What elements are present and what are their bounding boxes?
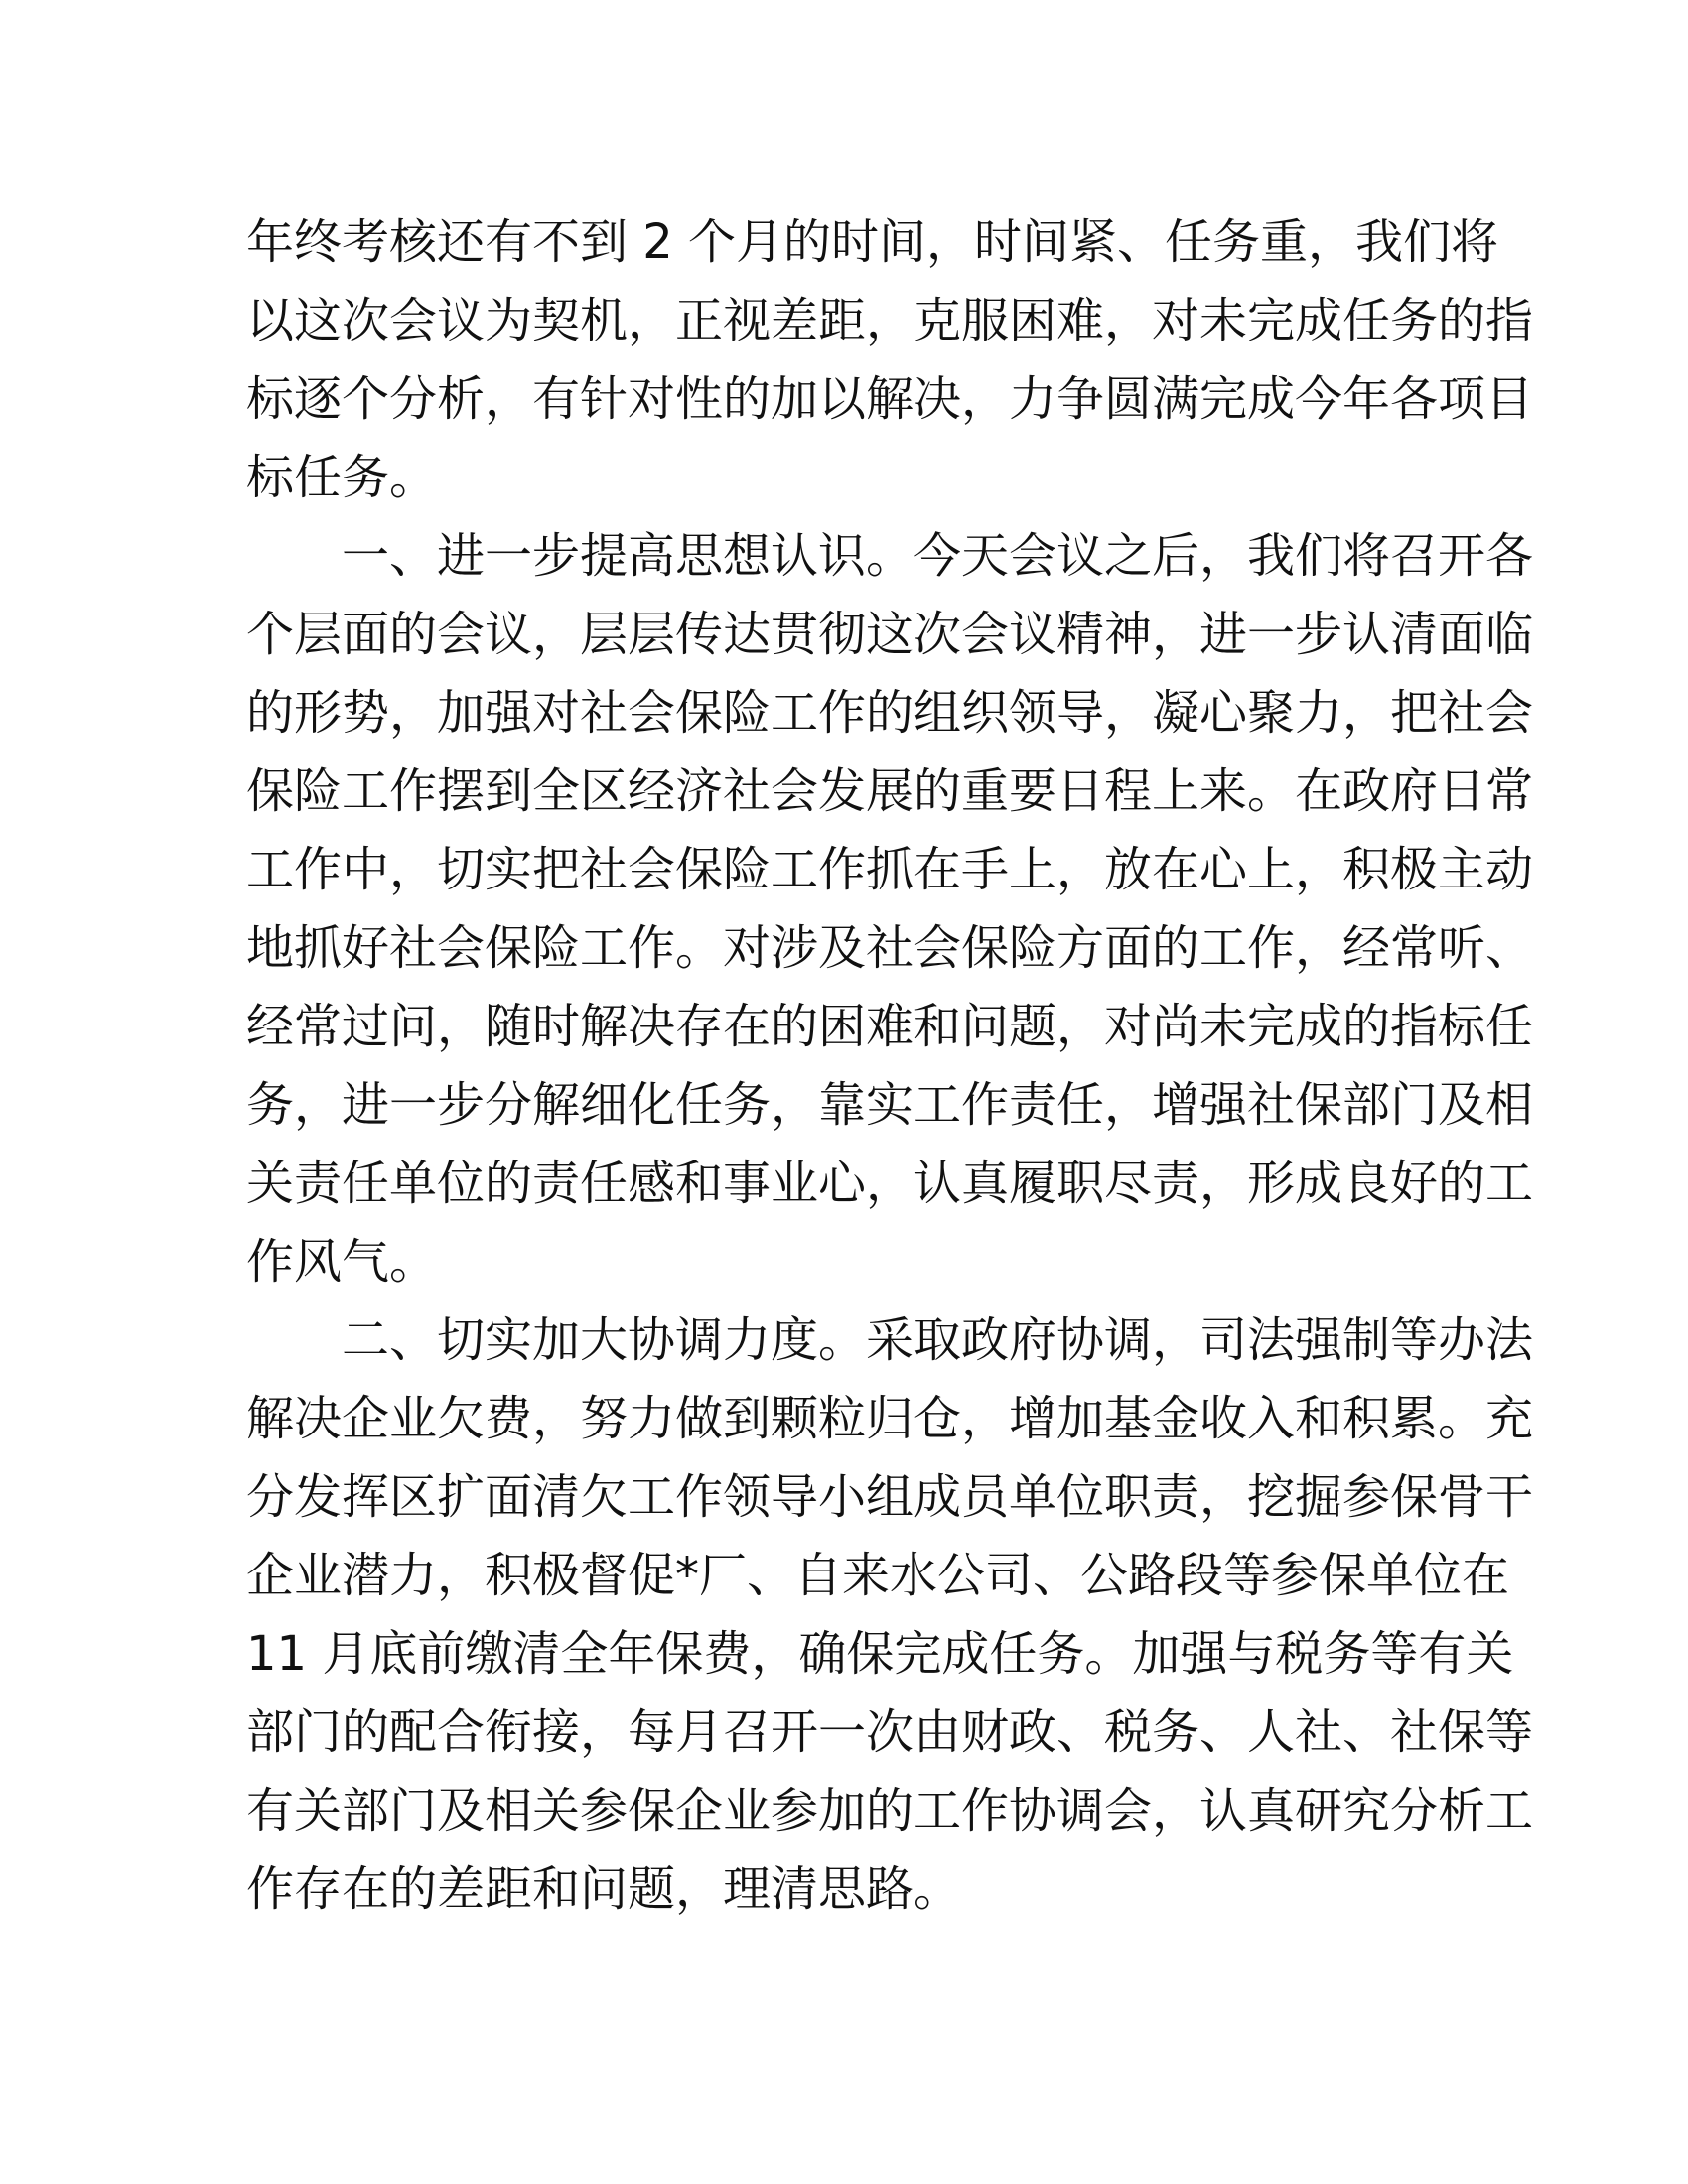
text-line: 分发挥区扩面清欠工作领导小组成员单位职责，挖掘参保骨干	[246, 1469, 1534, 1525]
text-line: 的形势，加强对社会保险工作的组织领导，凝心聚力，把社会	[246, 685, 1534, 741]
text-line: 有关部门及相关参保企业参加的工作协调会，认真研究分析工	[246, 1783, 1534, 1839]
text-line: 关责任单位的责任感和事业心，认真履职尽责，形成良好的工	[246, 1156, 1534, 1211]
text-line: 解决企业欠费，努力做到颗粒归仓，增加基金收入和积累。充	[246, 1391, 1534, 1446]
document-body	[246, 204, 1534, 1929]
text-line: 作风气。	[246, 1234, 438, 1290]
paragraph-section-one	[246, 517, 1534, 1301]
text-line: 作存在的差距和问题，理清思路。	[246, 1861, 962, 1917]
text-line: 保险工作摆到全区经济社会发展的重要日程上来。在政府日常	[246, 763, 1534, 819]
text-line: 11 月底前缴清全年保费，确保完成任务。加强与税务等有关	[246, 1626, 1514, 1682]
text-line: 一、进一步提高思想认识。今天会议之后，我们将召开各	[342, 528, 1534, 584]
text-line: 标任务。	[246, 450, 438, 505]
text-line: 以这次会议为契机，正视差距，克服困难，对未完成任务的指	[246, 293, 1534, 348]
paragraph-intro	[246, 204, 1534, 517]
text-line: 企业潜力，积极督促*厂、自来水公司、公路段等参保单位在	[246, 1548, 1510, 1603]
text-line: 二、切实加大协调力度。采取政府协调，司法强制等办法	[342, 1312, 1534, 1368]
text-line: 年终考核还有不到 2 个月的时间，时间紧、任务重，我们将	[246, 214, 1499, 270]
text-line: 务，进一步分解细化任务，靠实工作责任，增强社保部门及相	[246, 1077, 1534, 1133]
text-line: 经常过问，随时解决存在的困难和问题，对尚未完成的指标任	[246, 999, 1534, 1054]
paragraph-section-two	[246, 1301, 1534, 1929]
text-line: 工作中，切实把社会保险工作抓在手上，放在心上，积极主动	[246, 842, 1534, 897]
text-line: 部门的配合衔接，每月召开一次由财政、税务、人社、社保等	[246, 1705, 1534, 1760]
text-line: 标逐个分析，有针对性的加以解决，力争圆满完成今年各项目	[246, 371, 1534, 427]
text-line: 地抓好社会保险工作。对涉及社会保险方面的工作，经常听、	[246, 920, 1534, 976]
text-line: 个层面的会议，层层传达贯彻这次会议精神，进一步认清面临	[246, 607, 1534, 662]
